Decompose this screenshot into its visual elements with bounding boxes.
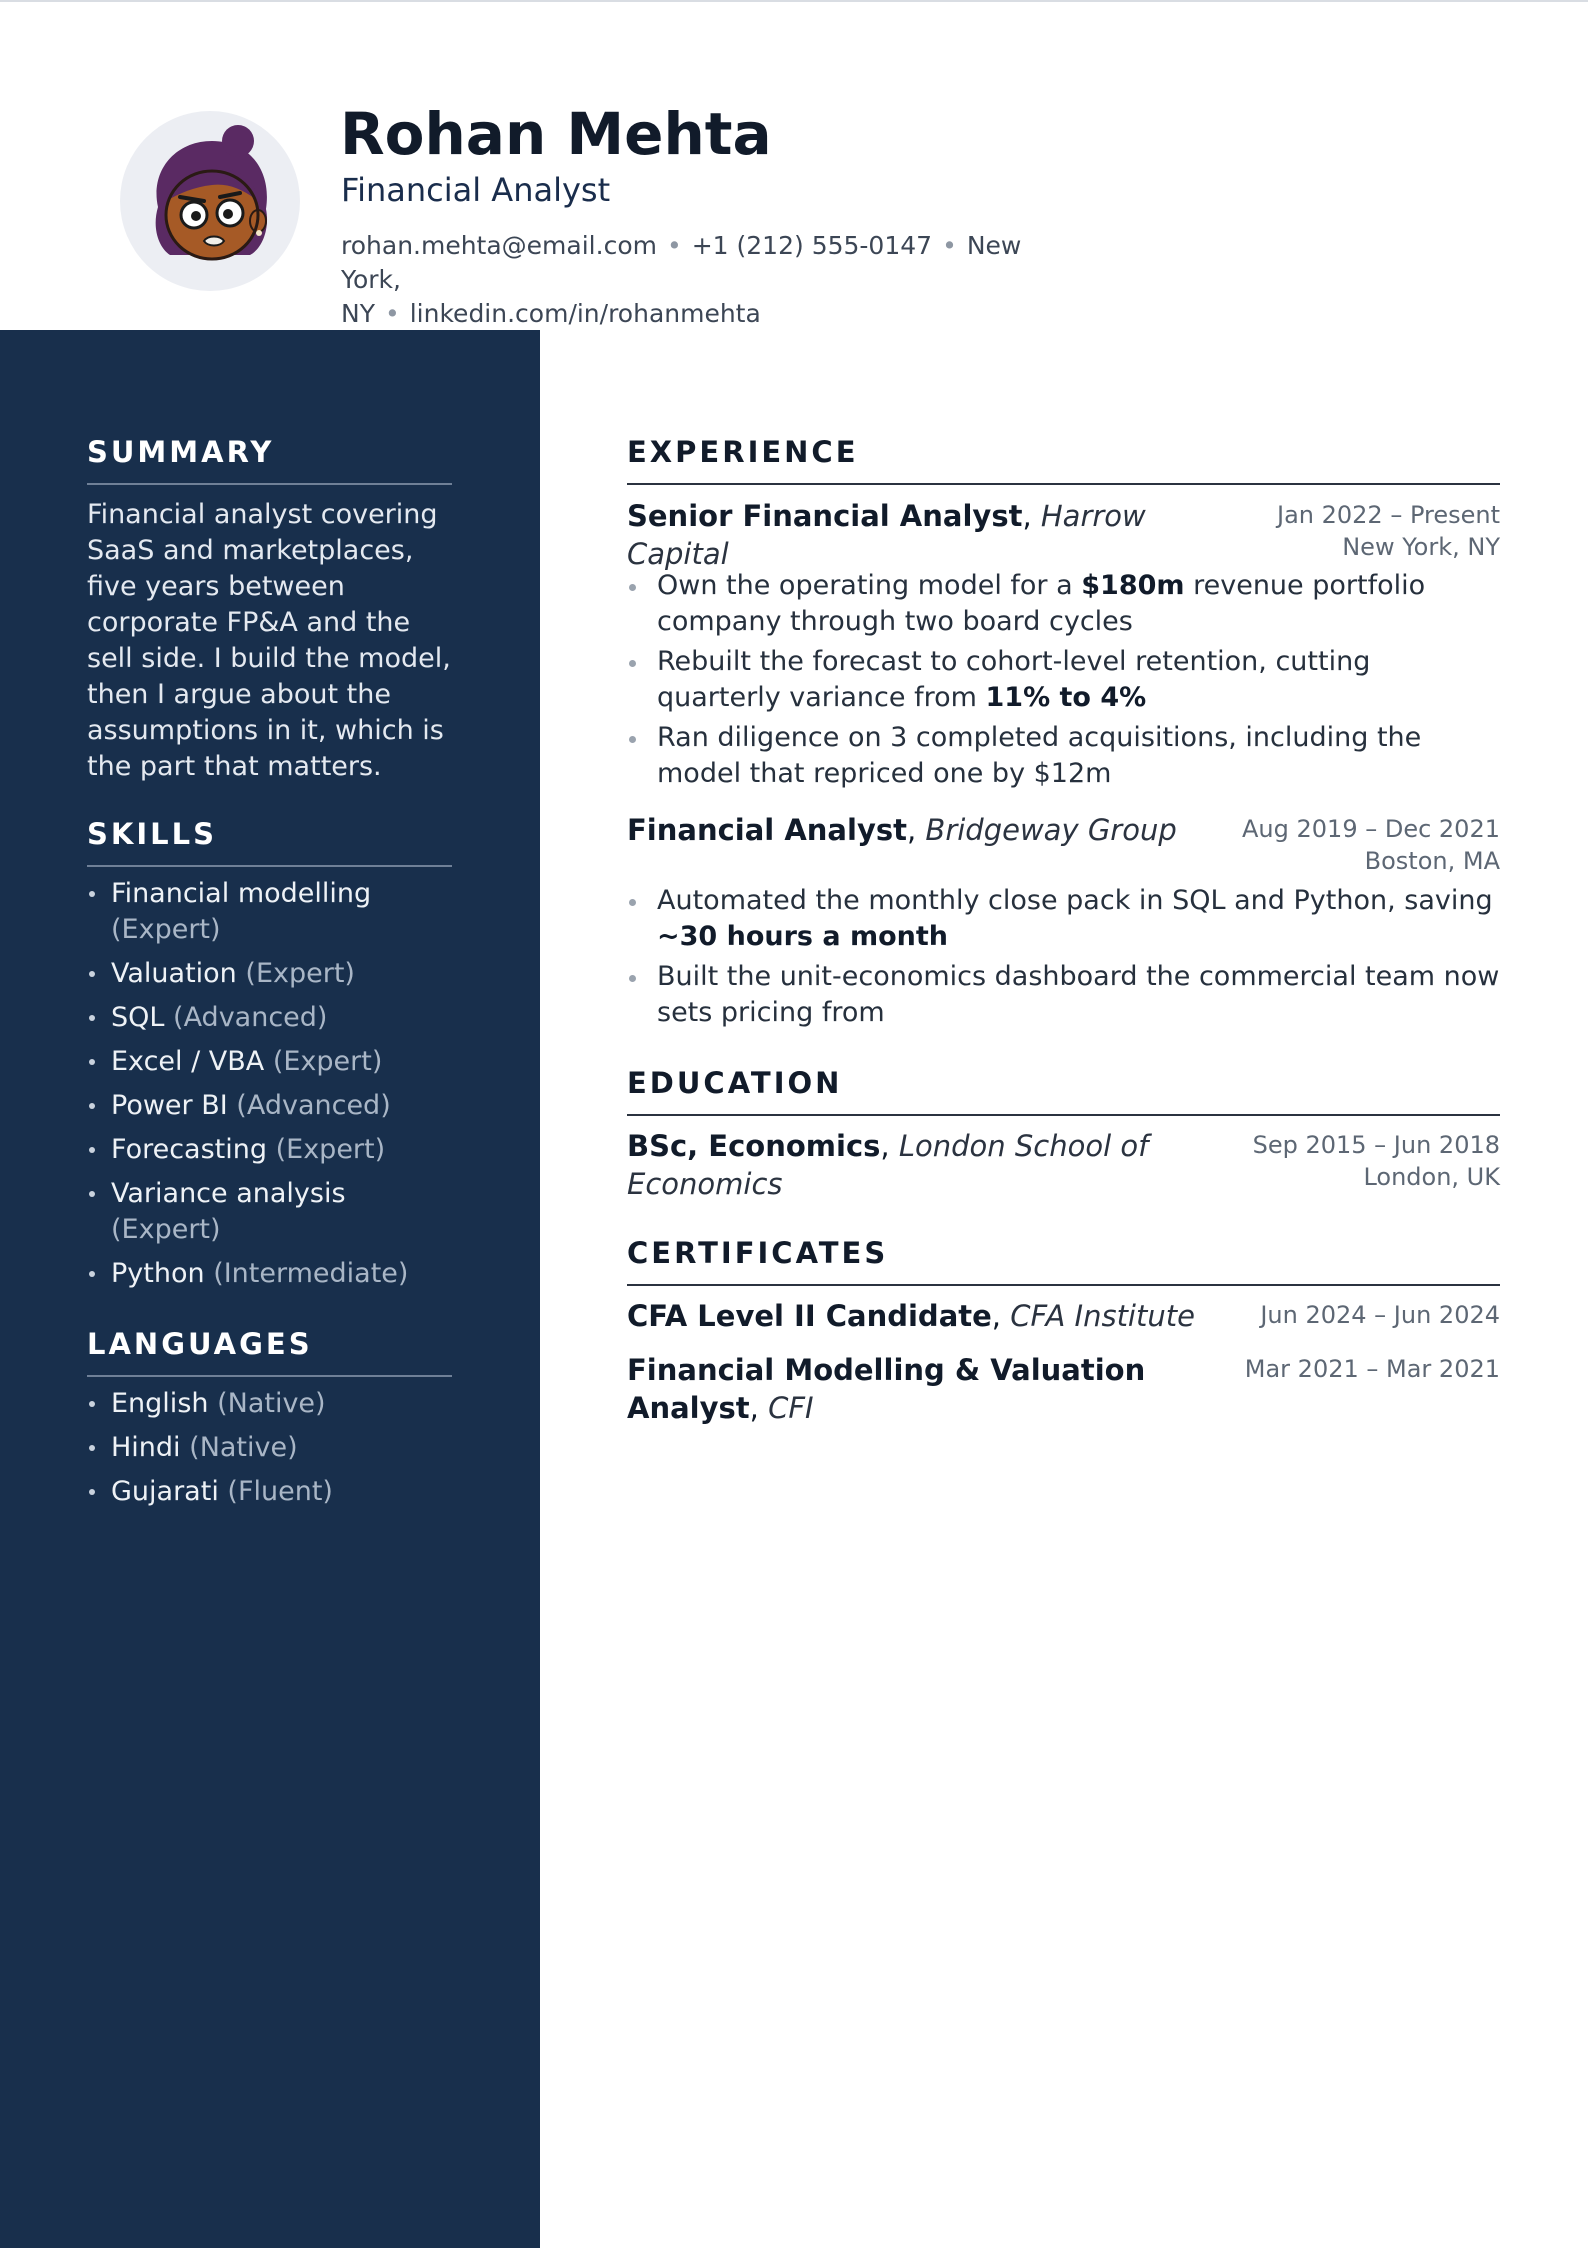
skills-heading: SKILLS bbox=[87, 817, 452, 867]
language-item bbox=[87, 1386, 452, 1422]
skill-item bbox=[87, 1256, 452, 1292]
job-bullet bbox=[627, 720, 1500, 792]
education-location: London, UK bbox=[1363, 1163, 1500, 1191]
bullet-icon bbox=[89, 891, 95, 897]
education-heading: EDUCATION bbox=[627, 1066, 1500, 1116]
location-part1: New York, bbox=[341, 231, 1022, 294]
bullet-text: Own the operating model for a bbox=[657, 570, 1082, 601]
bullet-icon bbox=[89, 1489, 95, 1495]
experience-heading: EXPERIENCE bbox=[627, 435, 1500, 485]
education-dates: Sep 2015 – Jun 2018 bbox=[1252, 1131, 1500, 1159]
certificate-issuer: CFA Institute bbox=[1010, 1299, 1195, 1333]
job-dates: Aug 2019 – Dec 2021 bbox=[1242, 815, 1500, 843]
language-item bbox=[87, 1474, 452, 1510]
bullet-icon bbox=[89, 1059, 95, 1065]
education-school: London School of Economics bbox=[627, 1129, 1149, 1201]
skills-list bbox=[87, 876, 452, 1300]
job-meta bbox=[1277, 499, 1500, 563]
job-location: Boston, MA bbox=[1364, 847, 1500, 875]
languages-list bbox=[87, 1386, 452, 1518]
bullet-highlight: 11% to 4% bbox=[985, 682, 1147, 713]
avatar bbox=[120, 111, 300, 291]
certificate-entry bbox=[627, 1351, 1500, 1427]
bullet-icon bbox=[89, 1271, 95, 1277]
job-dates: Jan 2022 – Present bbox=[1276, 501, 1500, 529]
certificate-name: CFA Level II Candidate bbox=[627, 1299, 992, 1333]
job-company: Harrow Capital bbox=[627, 499, 1146, 571]
job-title-line: Financial Analyst, Bridgeway Group bbox=[627, 813, 1177, 847]
avatar-illustration-icon bbox=[120, 111, 300, 291]
bullet-highlight: $180m bbox=[1081, 570, 1185, 601]
certificate-entry bbox=[627, 1297, 1500, 1335]
skill-item bbox=[87, 876, 452, 948]
separator: • bbox=[666, 231, 682, 260]
languages-heading: LANGUAGES bbox=[87, 1327, 452, 1377]
certificate-meta bbox=[1260, 1299, 1500, 1331]
education-meta bbox=[1253, 1129, 1500, 1193]
skill-level: (Advanced) bbox=[236, 1090, 391, 1121]
job-bullets bbox=[627, 568, 1500, 796]
bullet-icon bbox=[629, 899, 636, 906]
job-location: New York, NY bbox=[1342, 533, 1500, 561]
skill-name: Excel / VBA bbox=[111, 1046, 265, 1077]
skill-name: Python bbox=[111, 1258, 205, 1289]
job-role: Financial Analyst bbox=[627, 813, 907, 847]
skill-level: (Expert) bbox=[111, 914, 221, 945]
job-company: Bridgeway Group bbox=[925, 813, 1177, 847]
job-title-line: Senior Financial Analyst, Harrow Capital bbox=[627, 499, 1146, 571]
separator: • bbox=[384, 299, 400, 328]
skill-item bbox=[87, 956, 452, 992]
bullet-text: Ran diligence on 3 completed acquisitions, including the model that repriced one by $12m bbox=[657, 722, 1422, 789]
separator: • bbox=[942, 231, 957, 260]
certificate-dates: Mar 2021 – Mar 2021 bbox=[1244, 1355, 1500, 1383]
job-bullet bbox=[627, 568, 1500, 640]
bullet-text: Built the unit-economics dashboard the commercial team now sets pricing from bbox=[657, 961, 1500, 1028]
job-bullet bbox=[627, 644, 1500, 716]
bullet-icon bbox=[89, 1103, 95, 1109]
skill-name: SQL bbox=[111, 1002, 165, 1033]
bullet-icon bbox=[629, 660, 636, 667]
bullet-icon bbox=[89, 1191, 95, 1197]
top-border bbox=[0, 0, 1588, 2]
certificate-meta bbox=[1245, 1353, 1500, 1385]
job-entry bbox=[627, 497, 1500, 573]
job-bullet bbox=[627, 959, 1500, 1031]
email-link[interactable]: rohan.mehta@email.com bbox=[341, 231, 657, 260]
language-name: English bbox=[111, 1388, 209, 1419]
phone-number: +1 (212) 555-0147 bbox=[691, 231, 933, 260]
language-level: (Native) bbox=[217, 1388, 326, 1419]
certificate-dates: Jun 2024 – Jun 2024 bbox=[1260, 1301, 1500, 1329]
bullet-highlight: ~30 hours a month bbox=[657, 921, 949, 952]
skill-level: (Advanced) bbox=[173, 1002, 328, 1033]
skill-item bbox=[87, 1088, 452, 1124]
skill-level: (Expert) bbox=[111, 1214, 221, 1245]
skill-level: (Expert) bbox=[245, 958, 355, 989]
certificate-name: Financial Modelling & Valuation Analyst bbox=[627, 1353, 1146, 1425]
certificate-issuer: CFI bbox=[768, 1391, 814, 1425]
job-role: Senior Financial Analyst bbox=[627, 499, 1023, 533]
job-bullets bbox=[627, 883, 1500, 1035]
language-level: (Native) bbox=[189, 1432, 298, 1463]
bullet-icon bbox=[629, 736, 636, 743]
skill-name: Forecasting bbox=[111, 1134, 268, 1165]
bullet-icon bbox=[629, 975, 636, 982]
bullet-icon bbox=[629, 584, 636, 591]
certificates-heading: CERTIFICATES bbox=[627, 1236, 1500, 1286]
skill-item bbox=[87, 1044, 452, 1080]
skill-name: Valuation bbox=[111, 958, 237, 989]
skill-level: (Intermediate) bbox=[213, 1258, 409, 1289]
education-title-line: BSc, Economics, London School of Economics bbox=[627, 1129, 1149, 1201]
skill-level: (Expert) bbox=[272, 1046, 383, 1077]
certificate-title-line: Financial Modelling & Valuation Analyst, CFI bbox=[627, 1353, 1146, 1425]
education-entry bbox=[627, 1127, 1500, 1203]
candidate-title: Financial Analyst bbox=[341, 171, 611, 209]
skill-item bbox=[87, 1000, 452, 1036]
bullet-icon bbox=[89, 1147, 95, 1153]
certificate-title-line: CFA Level II Candidate, CFA Institute bbox=[627, 1299, 1195, 1333]
location-part2: NY bbox=[341, 299, 375, 328]
language-name: Hindi bbox=[111, 1432, 181, 1463]
language-item bbox=[87, 1430, 452, 1466]
skill-name: Power BI bbox=[111, 1090, 228, 1121]
bullet-text: Automated the monthly close pack in SQL and Python, saving bbox=[657, 885, 1493, 916]
job-meta bbox=[1242, 813, 1500, 877]
bullet-icon bbox=[89, 1015, 95, 1021]
language-level: (Fluent) bbox=[227, 1476, 333, 1507]
skill-level: (Expert) bbox=[275, 1134, 386, 1165]
skill-name: Variance analysis bbox=[111, 1178, 346, 1209]
summary-heading: SUMMARY bbox=[87, 435, 452, 485]
skill-item bbox=[87, 1176, 452, 1248]
summary-text: Financial analyst covering SaaS and marketplaces, five years between corporate FP&A and the sell side. I build the model, then I argue about the assumptions in it, which is the part that matters. bbox=[87, 499, 451, 782]
bullet-text: revenue portfolio company through two board cycles bbox=[657, 570, 1426, 637]
language-name: Gujarati bbox=[111, 1476, 219, 1507]
bullet-icon bbox=[89, 1401, 95, 1407]
job-bullet bbox=[627, 883, 1500, 955]
bullet-icon bbox=[89, 1445, 95, 1451]
education-degree: BSc, Economics bbox=[627, 1129, 881, 1163]
skill-item bbox=[87, 1132, 452, 1168]
sidebar bbox=[0, 330, 540, 2248]
skill-name: Financial modelling bbox=[111, 878, 372, 909]
job-entry bbox=[627, 811, 1500, 875]
linkedin-link[interactable]: linkedin.com/in/rohanmehta bbox=[409, 299, 761, 328]
bullet-icon bbox=[89, 971, 95, 977]
contact-line bbox=[341, 229, 1081, 331]
candidate-name: Rohan Mehta bbox=[340, 100, 772, 168]
bullet-text: Rebuilt the forecast to cohort-level retention, cutting quarterly variance from bbox=[657, 646, 1371, 713]
